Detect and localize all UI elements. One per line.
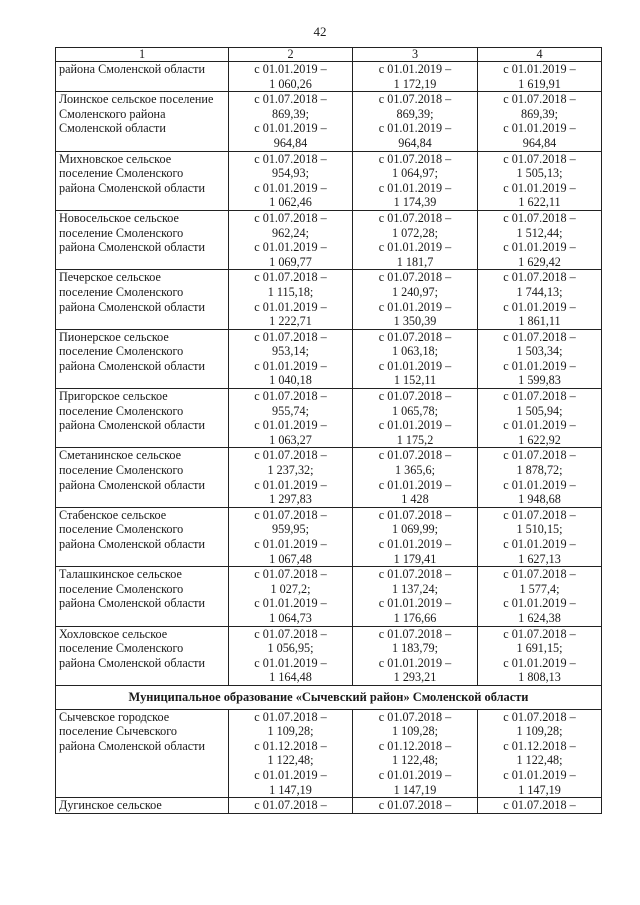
tariff-cell-col4-line: 1 808,13 xyxy=(518,670,561,685)
settlement-name-line: района Смоленской области xyxy=(59,240,205,255)
tariff-cell-col3 xyxy=(353,567,478,626)
settlement-name-line: Пригорское сельское xyxy=(59,389,168,404)
tariff-cell-col3-line: 1 181,7 xyxy=(396,254,434,269)
tariff-cell-col3-line: 869,39; xyxy=(396,106,434,121)
tariff-cell-col3-line: 1 176,66 xyxy=(393,610,437,625)
settlement-name-line: Печерское сельское xyxy=(59,270,161,285)
column-number-row xyxy=(56,48,602,62)
tariff-cell-col4-line: 1 122,48; xyxy=(516,753,563,768)
tariff-cell-col2-line: 1 115,18; xyxy=(267,284,314,299)
tariff-cell-col2-line: 1 027,2; xyxy=(270,581,311,596)
tariff-cell-col2-line: с 01.07.2018 – xyxy=(254,798,327,813)
tariff-cell-col4-line: 964,84 xyxy=(522,135,557,150)
tariff-cell-col2 xyxy=(229,567,353,626)
tariff-cell-col3-line: с 01.01.2019 – xyxy=(378,767,452,782)
table-row xyxy=(56,567,602,626)
tariff-cell-col3-line: с 01.12.2018 – xyxy=(378,738,452,753)
tariff-cell-col3 xyxy=(353,270,478,329)
tariff-cell-col2 xyxy=(229,448,353,507)
tariff-cell-col3-line: с 01.07.2018 – xyxy=(378,389,452,404)
tariff-cell-col3-line: 1 109,28; xyxy=(391,724,439,739)
tariff-cell-col2-line: 959,95; xyxy=(272,522,309,537)
tariff-cell-col3 xyxy=(353,151,478,210)
tariff-cell-col2-line: 962,24; xyxy=(272,225,309,240)
settlement-name-line: района Смоленской области xyxy=(59,358,205,373)
tariff-cell-col4-line: 1 691,15; xyxy=(516,641,563,656)
tariff-cell-col3 xyxy=(353,798,478,814)
tariff-cell-col3-line: с 01.01.2019 – xyxy=(378,418,452,433)
table-row xyxy=(56,270,602,329)
tariff-cell-col4-line: с 01.07.2018 – xyxy=(503,270,576,285)
tariff-cell-col3-line: 1 175,2 xyxy=(396,432,434,447)
tariff-cell-col3-line: 1 172,19 xyxy=(393,76,437,91)
tariff-cell-col2-line: 1 297,83 xyxy=(269,492,312,507)
settlement-name-line: района Смоленской области xyxy=(59,180,205,195)
table-row xyxy=(56,92,602,151)
tariff-cell-col4-line: 1 505,13; xyxy=(516,166,563,181)
settlement-name-line: поселение Смоленского xyxy=(59,641,184,656)
tariff-cell-col3-line: с 01.07.2018 – xyxy=(378,626,452,641)
tariff-cell-col4 xyxy=(478,210,602,269)
tariff-cell-col2-line: с 01.01.2019 – xyxy=(254,596,327,611)
tariff-cell-col3-line: с 01.07.2018 – xyxy=(378,798,452,813)
settlement-name-line: поселение Сычевского xyxy=(59,724,178,739)
column-header: 4 xyxy=(478,48,602,62)
tariff-cell-col4-line: 1 624,38 xyxy=(518,610,561,625)
table-row xyxy=(56,798,602,814)
tariff-cell-col2-line: с 01.01.2019 – xyxy=(254,655,327,670)
tariff-cell-col3-line: с 01.01.2019 – xyxy=(378,121,452,136)
settlement-name xyxy=(56,270,229,329)
tariff-cell-col2-line: с 01.01.2019 – xyxy=(254,537,327,551)
tariff-cell-col3-line: с 01.01.2019 – xyxy=(378,596,452,611)
settlement-name-line: Пионерское сельское xyxy=(59,329,169,344)
tariff-cell-col3-line: 1 137,24; xyxy=(391,581,439,596)
settlement-name-line: района Смоленской области xyxy=(59,62,205,76)
tariff-cell-col3 xyxy=(353,709,478,798)
tariff-cell-col2-line: с 01.07.2018 – xyxy=(254,270,327,285)
tariff-cell-col3-line: с 01.01.2019 – xyxy=(378,240,452,255)
tariff-cell-col2-line: с 01.01.2019 – xyxy=(254,767,327,782)
settlement-name xyxy=(56,709,229,798)
column-header: 3 xyxy=(353,48,478,62)
settlement-name xyxy=(56,92,229,151)
tariff-cell-col3-line: с 01.01.2019 – xyxy=(378,655,452,670)
tariff-cell-col2-line: с 01.07.2018 – xyxy=(254,507,327,522)
tariff-cell-col3-line: 1 152,11 xyxy=(393,373,437,388)
tariff-cell-col2-line: 1 064,73 xyxy=(269,610,312,625)
tariff-cell-col2 xyxy=(229,626,353,685)
tariff-cell-col2-line: 1 222,71 xyxy=(269,314,312,329)
tariff-cell-col2-line: с 01.01.2019 – xyxy=(254,358,327,373)
tariff-cell-col4-line: с 01.01.2019 – xyxy=(503,596,576,611)
tariff-cell-col2 xyxy=(229,798,353,814)
settlement-name xyxy=(56,507,229,566)
settlement-name-line: поселение Смоленского xyxy=(59,581,184,596)
tariff-cell-col4-line: 1 577,4; xyxy=(519,581,560,596)
table-row xyxy=(56,448,602,507)
tariff-cell-col2-line: 1 060,26 xyxy=(269,76,312,91)
tariff-cell-col2-line: с 01.07.2018 – xyxy=(254,329,327,344)
tariff-cell-col4-line: с 01.01.2019 – xyxy=(503,537,576,551)
section-title: Муниципальное образование «Сычевский район» Смоленской области xyxy=(56,685,602,709)
table-row xyxy=(56,210,602,269)
tariff-cell-col4-line: с 01.12.2018 – xyxy=(503,738,576,753)
tariff-cell-col4-line: 869,39; xyxy=(521,106,558,121)
tariff-cell-col3-line: с 01.01.2019 – xyxy=(378,358,452,373)
tariff-cell-col4 xyxy=(478,507,602,566)
tariff-cell-col4-line: 1 627,13 xyxy=(518,551,561,566)
settlement-name xyxy=(56,389,229,448)
tariff-cell-col4-line: 1 503,34; xyxy=(516,344,563,359)
settlement-name xyxy=(56,626,229,685)
tariff-cell-col2-line: 1 056,95; xyxy=(267,641,314,656)
tariff-cell-col4 xyxy=(478,151,602,210)
tariff-cell-col3-line: 964,84 xyxy=(398,135,432,150)
tariff-cell-col4-line: с 01.01.2019 – xyxy=(503,477,576,492)
tariff-cell-col4 xyxy=(478,62,602,92)
tariff-cell-col2-line: с 01.01.2019 – xyxy=(254,121,327,136)
settlement-name-line: Дугинское сельское xyxy=(59,798,162,813)
tariff-cell-col3-line: 1 122,48; xyxy=(391,753,439,768)
table-row xyxy=(56,626,602,685)
tariff-cell-col2-line: 1 122,48; xyxy=(267,753,314,768)
tariff-cell-col4-line: 1 622,92 xyxy=(518,432,561,447)
tariff-cell-col3-line: 1 065,78; xyxy=(391,403,439,418)
tariff-cell-col4-line: с 01.07.2018 – xyxy=(503,448,576,463)
tariff-cell-col3-line: 1 240,97; xyxy=(391,284,439,299)
tariff-cell-col3-line: с 01.07.2018 – xyxy=(378,709,452,724)
settlement-name-line: Стабенское сельское xyxy=(59,507,167,522)
page-number: 42 xyxy=(313,24,327,39)
tariff-cell-col3-line: 1 174,39 xyxy=(393,195,437,210)
tariff-cell-col4 xyxy=(478,567,602,626)
tariff-cell-col2-line: 1 109,28; xyxy=(267,724,314,739)
tariff-cell-col2-line: с 01.07.2018 – xyxy=(254,448,327,463)
tariff-cell-col2-line: с 01.01.2019 – xyxy=(254,62,327,76)
tariff-cell-col3-line: с 01.07.2018 – xyxy=(378,567,452,582)
tariff-cell-col2 xyxy=(229,389,353,448)
settlement-name-line: района Смоленской области xyxy=(59,655,205,670)
tariff-cell-col2 xyxy=(229,507,353,566)
settlement-name-line: Сычевское городское xyxy=(59,709,170,724)
settlement-name-line: района Смоленской области xyxy=(59,537,205,551)
tariff-cell-col2 xyxy=(229,210,353,269)
tariff-cell-col4-line: с 01.07.2018 – xyxy=(503,798,576,813)
tariff-cell-col3-line: с 01.07.2018 – xyxy=(378,507,452,522)
tariff-cell-col4-line: с 01.07.2018 – xyxy=(503,626,576,641)
tariff-cell-col3-line: 1 147,19 xyxy=(393,782,437,797)
table-row xyxy=(56,709,602,798)
settlement-name xyxy=(56,151,229,210)
tariff-cell-col2-line: 1 237,32; xyxy=(267,463,314,478)
settlement-name-line: района Смоленской области xyxy=(59,738,205,753)
tariff-cell-col4-line: с 01.07.2018 – xyxy=(503,210,576,225)
settlement-name-line: поселение Смоленского xyxy=(59,166,184,181)
tariff-cell-col2-line: с 01.07.2018 – xyxy=(254,92,327,107)
tariff-cell-col3 xyxy=(353,62,478,92)
tariff-cell-col4-line: 1 878,72; xyxy=(516,463,563,478)
tariff-cell-col4-line: с 01.01.2019 – xyxy=(503,418,576,433)
tariff-cell-col4 xyxy=(478,626,602,685)
tariff-cell-col4-line: с 01.01.2019 – xyxy=(503,180,576,195)
settlement-name-line: поселение Смоленского xyxy=(59,403,184,418)
tariff-cell-col4-line: с 01.01.2019 – xyxy=(503,358,576,373)
tariff-cell-col3-line: с 01.07.2018 – xyxy=(378,448,452,463)
tariff-cell-col4 xyxy=(478,709,602,798)
settlement-name-line: района Смоленской области xyxy=(59,477,205,492)
settlement-name-line: Смоленского района xyxy=(59,106,166,121)
tariff-cell-col4-line: 1 948,68 xyxy=(518,492,561,507)
tariff-cell-col4-line: с 01.01.2019 – xyxy=(503,62,576,76)
tariff-cell-col2-line: 1 040,18 xyxy=(269,373,312,388)
settlement-name-line: района Смоленской области xyxy=(59,418,205,433)
tariff-cell-col3-line: с 01.07.2018 – xyxy=(378,151,452,166)
tariff-cell-col3-line: с 01.07.2018 – xyxy=(378,92,452,107)
tariff-cell-col2-line: 955,74; xyxy=(272,403,309,418)
tariff-cell-col2 xyxy=(229,62,353,92)
tariff-cell-col2 xyxy=(229,270,353,329)
settlement-name xyxy=(56,798,229,814)
tariff-cell-col2-line: 1 147,19 xyxy=(269,782,312,797)
tariff-cell-col3-line: 1 179,41 xyxy=(393,551,437,566)
tariff-cell-col3-line: 1 350,39 xyxy=(393,314,437,329)
tariff-cell-col4-line: с 01.07.2018 – xyxy=(503,709,576,724)
tariff-cell-col3 xyxy=(353,626,478,685)
tariff-cell-col4-line: с 01.07.2018 – xyxy=(503,389,576,404)
settlement-name xyxy=(56,567,229,626)
tariff-cell-col4-line: с 01.07.2018 – xyxy=(503,329,576,344)
tariff-cell-col3-line: 1 183,79; xyxy=(391,641,439,656)
settlement-name xyxy=(56,448,229,507)
settlement-name-line: поселение Смоленского xyxy=(59,225,184,240)
tariff-cell-col4-line: с 01.01.2019 – xyxy=(503,299,576,314)
tariff-cell-col2-line: с 01.01.2019 – xyxy=(254,180,327,195)
tariff-cell-col4-line: 1 629,42 xyxy=(518,254,561,269)
tariff-cell-col4 xyxy=(478,270,602,329)
settlement-name-line: поселение Смоленского xyxy=(59,463,184,478)
tariff-cell-col3-line: с 01.07.2018 – xyxy=(378,210,452,225)
settlement-name-line: Хохловское сельское xyxy=(59,626,168,641)
settlement-name-line: района Смоленской области xyxy=(59,596,205,611)
tariff-cell-col2-line: с 01.01.2019 – xyxy=(254,477,327,492)
tariff-cell-col4-line: с 01.01.2019 – xyxy=(503,240,576,255)
tariff-cell-col2 xyxy=(229,709,353,798)
tariff-cell-col3-line: 1 293,21 xyxy=(393,670,437,685)
tariff-cell-col3 xyxy=(353,210,478,269)
tariff-cell-col3 xyxy=(353,329,478,388)
tariff-cell-col3-line: 1 063,18; xyxy=(391,344,439,359)
tariff-cell-col3-line: 1 428 xyxy=(401,492,429,507)
section-header-row xyxy=(56,685,602,709)
tariff-table xyxy=(55,47,602,814)
tariff-cell-col2 xyxy=(229,151,353,210)
tariff-cell-col2-line: с 01.07.2018 – xyxy=(254,567,327,582)
tariff-cell-col2-line: с 01.12.2018 – xyxy=(254,738,327,753)
tariff-cell-col2-line: с 01.07.2018 – xyxy=(254,210,327,225)
tariff-cell-col4-line: 1 512,44; xyxy=(516,225,563,240)
tariff-cell-col4 xyxy=(478,389,602,448)
tariff-cell-col2-line: 954,93; xyxy=(272,166,309,181)
settlement-name-line: поселение Смоленского xyxy=(59,284,184,299)
settlement-name xyxy=(56,210,229,269)
settlement-name xyxy=(56,62,229,92)
tariff-cell-col2 xyxy=(229,329,353,388)
tariff-cell-col4-line: 1 510,15; xyxy=(516,522,563,537)
settlement-name-line: Михновское сельское xyxy=(59,151,172,166)
tariff-cell-col3-line: с 01.01.2019 – xyxy=(378,180,452,195)
table-row xyxy=(56,389,602,448)
tariff-cell-col2-line: 1 069,77 xyxy=(269,254,312,269)
tariff-cell-col3-line: с 01.01.2019 – xyxy=(378,537,452,551)
tariff-cell-col2-line: с 01.07.2018 – xyxy=(254,389,327,404)
settlement-name-line: Смоленской области xyxy=(59,121,166,136)
tariff-cell-col2-line: с 01.07.2018 – xyxy=(254,626,327,641)
tariff-cell-col3 xyxy=(353,448,478,507)
tariff-cell-col4-line: 1 599,83 xyxy=(518,373,561,388)
settlement-name-line: Сметанинское сельское xyxy=(59,448,182,463)
tariff-table-body xyxy=(56,48,602,814)
tariff-cell-col4-line: с 01.07.2018 – xyxy=(503,507,576,522)
tariff-cell-col4-line: с 01.07.2018 – xyxy=(503,92,576,107)
tariff-cell-col4-line: с 01.01.2019 – xyxy=(503,767,576,782)
tariff-cell-col2-line: 953,14; xyxy=(272,344,309,359)
settlement-name-line: Талашкинское сельское xyxy=(59,567,182,582)
column-header: 1 xyxy=(56,48,229,62)
tariff-cell-col3-line: с 01.01.2019 – xyxy=(378,62,452,76)
tariff-cell-col4-line: 1 505,94; xyxy=(516,403,563,418)
tariff-cell-col2-line: 1 063,27 xyxy=(269,432,312,447)
tariff-cell-col3-line: с 01.07.2018 – xyxy=(378,329,452,344)
tariff-cell-col3-line: 1 365,6; xyxy=(395,463,435,478)
tariff-cell-col3-line: 1 064,97; xyxy=(391,166,439,181)
table-row xyxy=(56,329,602,388)
tariff-cell-col3-line: 1 069,99; xyxy=(391,522,439,537)
tariff-cell-col3-line: с 01.01.2019 – xyxy=(378,477,452,492)
settlement-name-line: района Смоленской области xyxy=(59,299,205,314)
column-header: 2 xyxy=(229,48,353,62)
tariff-cell-col2-line: 1 067,48 xyxy=(269,551,312,566)
tariff-cell-col4-line: с 01.07.2018 – xyxy=(503,151,576,166)
tariff-cell-col4-line: с 01.01.2019 – xyxy=(503,655,576,670)
tariff-cell-col4 xyxy=(478,329,602,388)
tariff-cell-col4-line: 1 744,13; xyxy=(516,284,563,299)
tariff-cell-col4 xyxy=(478,448,602,507)
tariff-cell-col2-line: с 01.01.2019 – xyxy=(254,418,327,433)
tariff-cell-col3-line: 1 072,28; xyxy=(391,225,439,240)
settlement-name-line: поселение Смоленского xyxy=(59,522,184,537)
tariff-cell-col4 xyxy=(478,92,602,151)
tariff-cell-col2-line: с 01.01.2019 – xyxy=(254,299,327,314)
table-row xyxy=(56,151,602,210)
tariff-cell-col2-line: 1 164,48 xyxy=(269,670,312,685)
tariff-cell-col3-line: с 01.01.2019 – xyxy=(378,299,452,314)
tariff-cell-col4-line: 1 619,91 xyxy=(518,76,561,91)
tariff-cell-col4-line: 1 147,19 xyxy=(518,782,561,797)
tariff-cell-col2-line: 1 062,46 xyxy=(269,195,312,210)
settlement-name-line: Лоинское сельское поселение xyxy=(59,92,214,107)
tariff-cell-col4-line: 1 109,28; xyxy=(516,724,563,739)
tariff-cell-col4-line: с 01.07.2018 – xyxy=(503,567,576,582)
table-row xyxy=(56,507,602,566)
settlement-name-line: поселение Смоленского xyxy=(59,344,184,359)
tariff-cell-col4-line: с 01.01.2019 – xyxy=(503,121,576,136)
tariff-cell-col2-line: 964,84 xyxy=(273,135,308,150)
settlement-name-line: Новосельское сельское xyxy=(59,210,179,225)
tariff-cell-col3 xyxy=(353,92,478,151)
table-row xyxy=(56,62,602,92)
tariff-cell-col2-line: с 01.01.2019 – xyxy=(254,240,327,255)
tariff-cell-col4 xyxy=(478,798,602,814)
tariff-cell-col2-line: с 01.07.2018 – xyxy=(254,151,327,166)
tariff-cell-col4-line: 1 622,11 xyxy=(518,195,561,210)
tariff-cell-col4-line: 1 861,11 xyxy=(518,314,561,329)
tariff-cell-col2 xyxy=(229,92,353,151)
tariff-cell-col2-line: 869,39; xyxy=(272,106,309,121)
tariff-cell-col3-line: с 01.07.2018 – xyxy=(378,270,452,285)
tariff-cell-col3 xyxy=(353,507,478,566)
tariff-cell-col2-line: с 01.07.2018 – xyxy=(254,709,327,724)
settlement-name xyxy=(56,329,229,388)
tariff-cell-col3 xyxy=(353,389,478,448)
